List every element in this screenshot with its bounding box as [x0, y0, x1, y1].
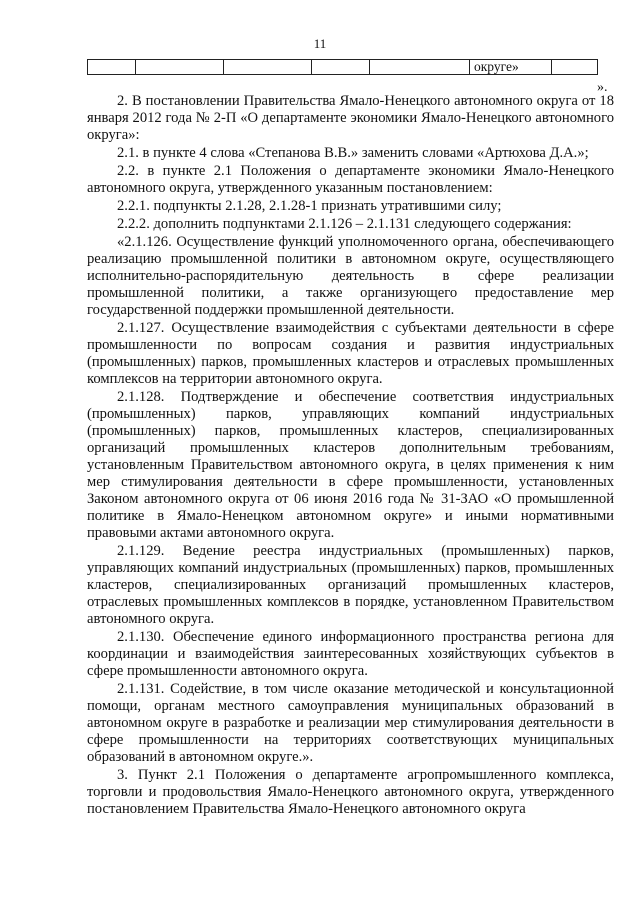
paragraph-2-1-130: 2.1.130. Обеспечение единого информационного пространства региона для координации и взаимодействия заинтересованных хозяйствующих субъектов в сфере промышленности автономного округа. — [87, 629, 614, 679]
table-cell — [370, 60, 470, 75]
table-cell — [312, 60, 370, 75]
paragraph-2-2: 2.2. в пункте 2.1 Положения о департаменте экономики Ямало-Ненецкого автономного округа, утвержденного указанным постановлением: — [87, 163, 614, 196]
paragraph-2-1-127: 2.1.127. Осуществление взаимодействия с субъектами деятельности в сфере промышленности по вопросам создания и развития индустриальных (промышленных) парков, промышленных кластеров и отраслевых промышленных комплексов на территории автономного округа. — [87, 320, 614, 387]
table-cell — [552, 60, 598, 75]
table-cell — [88, 60, 136, 75]
closing-quote: ». — [597, 80, 608, 95]
paragraph-2-1: 2.1. в пункте 4 слова «Степанова В.В.» заменить словами «Артюхова Д.А.»; — [117, 145, 589, 161]
page-number: 11 — [313, 36, 327, 51]
paragraph-2-2-1: 2.2.1. подпункты 2.1.28, 2.1.28-1 признать утратившими силу; — [117, 198, 502, 214]
table-row — [88, 60, 598, 75]
table-cell — [136, 60, 224, 75]
paragraph-2-2-2: 2.2.2. дополнить подпунктами 2.1.126 – 2.1.131 следующего содержания: — [117, 216, 572, 232]
paragraph-3: 3. Пункт 2.1 Положения о департаменте агропромышленного комплекса, торговли и продовольствия Ямало-Ненецкого автономного округа, утвержденного постановлением Правительства Ямало-Ненецкого автономного округа — [87, 767, 614, 817]
table-fragment — [87, 59, 598, 75]
paragraph-2-1-131: 2.1.131. Содействие, в том числе оказание методической и консультационной помощи, органам местного самоуправления муниципальных образований в автономном округе в разработке и реализации мер стимулирования деятельности в сфере промышленности на территориях соответствующих муниципальных образований в автономном округе.». — [87, 681, 614, 765]
document-body — [87, 93, 614, 819]
table-cell: округе» — [470, 60, 552, 75]
paragraph-2: 2. В постановлении Правительства Ямало-Ненецкого автономного округа от 18 января 2012 года № 2-П «О департаменте экономики Ямало-Ненецкого автономного округа»: — [87, 93, 614, 143]
paragraph-2-1-126: «2.1.126. Осуществление функций уполномоченного органа, обеспечивающего реализацию промышленной политики в автономном округе, осуществляющего исполнительно-распорядительную деятельность в сфере реализации промышленной политики, а также организующего предоставление мер государственной поддержки промышленной деятельности. — [87, 234, 614, 318]
paragraph-2-1-128: 2.1.128. Подтверждение и обеспечение соответствия индустриальных (промышленных) парков, управляющих компаний индустриальных (промышленных) парков, промышленных кластеров, специализированных организаций промышленных кластеров дополнительным требованиям, установленным Правительством автономного округа, в целях применения к ним мер стимулирования деятельности в сфере промышленности, установленных Законом автономного округа от 06 июня 2016 года № 31-ЗАО «О промышленной политике в Ямало-Ненецком автономном округе» и иными нормативными правовыми актами автономного округа. — [87, 389, 614, 541]
paragraph-2-1-129: 2.1.129. Ведение реестра индустриальных (промышленных) парков, управляющих компаний индустриальных (промышленных) парков, промышленных кластеров, специализированных организаций промышленных кластеров, отраслевых промышленных комплексов в порядке, установленном Правительством автономного округа. — [87, 543, 614, 627]
table-cell — [224, 60, 312, 75]
